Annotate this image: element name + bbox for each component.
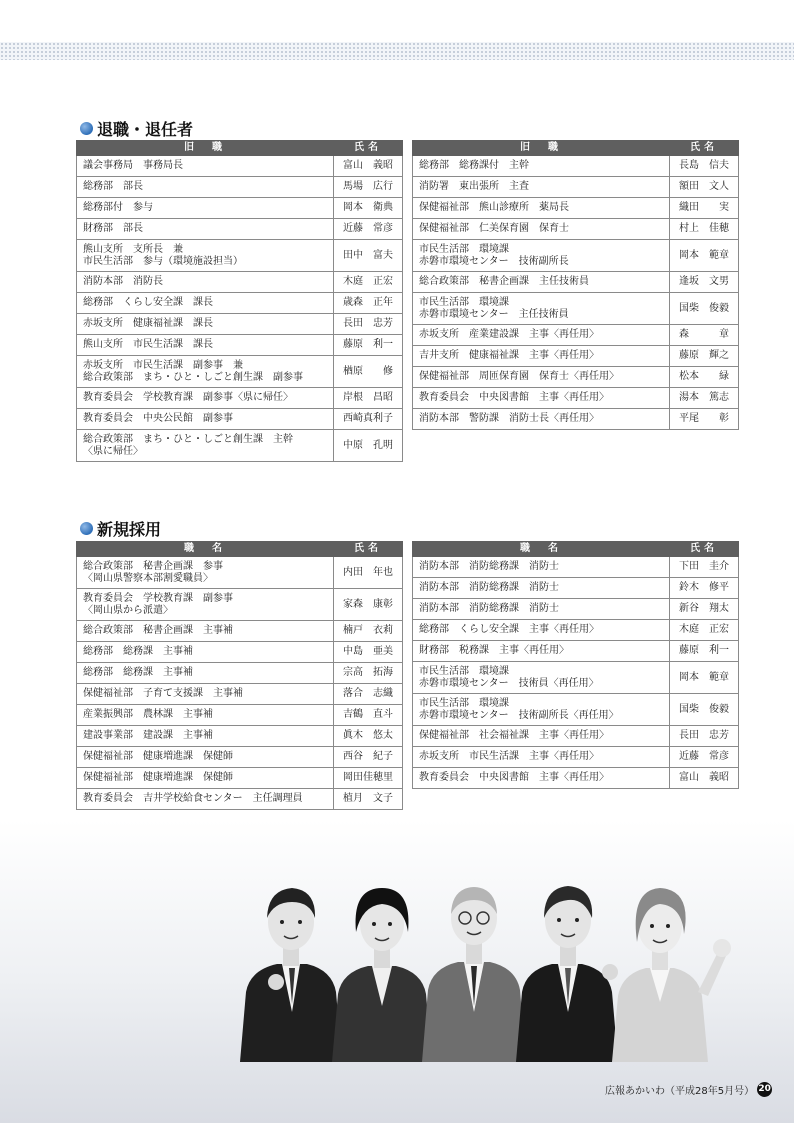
name-cell: 湯本 篤志 xyxy=(670,388,739,409)
table-row xyxy=(77,621,403,642)
name-cell: 植月 文子 xyxy=(334,789,403,810)
post-cell: 財務部 税務課 主事〈再任用〉 xyxy=(413,641,670,662)
table-row xyxy=(413,768,739,789)
name-cell: 長田 忠芳 xyxy=(670,726,739,747)
page-number: 20 xyxy=(757,1082,772,1097)
name-cell: 吉鶴 直斗 xyxy=(334,705,403,726)
name-cell: 富山 義昭 xyxy=(334,156,403,177)
table-row xyxy=(77,430,403,462)
name-cell: 家森 康彰 xyxy=(334,589,403,621)
name-cell: 長島 信夫 xyxy=(670,156,739,177)
table-row xyxy=(77,156,403,177)
name-cell: 近藤 常彦 xyxy=(334,219,403,240)
post-cell: 総務部付 参与 xyxy=(77,198,334,219)
post-cell: 総務部 総務課付 主幹 xyxy=(413,156,670,177)
name-cell: 岸根 昌昭 xyxy=(334,388,403,409)
table-row xyxy=(77,272,403,293)
name-cell: 楢原 修 xyxy=(334,356,403,388)
table-row xyxy=(77,789,403,810)
post-cell: 赤坂支所 市民生活課 副参事 兼 総合政策部 まち・ひと・しごと創生課 副参事 xyxy=(77,356,334,388)
column-header-name: 氏名 xyxy=(334,542,403,557)
table-row xyxy=(413,240,739,272)
post-cell: 教育委員会 吉井学校給食センター 主任調理員 xyxy=(77,789,334,810)
page-footer xyxy=(605,1082,772,1097)
hired-table-left xyxy=(76,541,403,810)
column-header-name: 氏名 xyxy=(670,141,739,156)
name-cell: 村上 佳穂 xyxy=(670,219,739,240)
post-cell: 総務部 総務課 主事補 xyxy=(77,663,334,684)
name-cell: 鈴木 修平 xyxy=(670,578,739,599)
post-cell: 市民生活部 環境課 赤磐市環境センター 主任技術員 xyxy=(413,293,670,325)
table-row xyxy=(413,198,739,219)
section-title-hired xyxy=(80,517,161,540)
name-cell: 木庭 正宏 xyxy=(334,272,403,293)
name-cell: 額田 文人 xyxy=(670,177,739,198)
name-cell: 織田 実 xyxy=(670,198,739,219)
post-cell: 市民生活部 環境課 赤磐市環境センター 技術副所長〈再任用〉 xyxy=(413,694,670,726)
post-cell: 消防本部 警防課 消防士長〈再任用〉 xyxy=(413,409,670,430)
post-cell: 建設事業部 建設課 主事補 xyxy=(77,726,334,747)
name-cell: 宗高 拓海 xyxy=(334,663,403,684)
post-cell: 保健福祉部 熊山診療所 薬局長 xyxy=(413,198,670,219)
post-cell: 市民生活部 環境課 赤磐市環境センター 技術副所長 xyxy=(413,240,670,272)
person-illustration xyxy=(516,886,618,1062)
post-cell: 保健福祉部 仁美保育園 保育士 xyxy=(413,219,670,240)
post-cell: 教育委員会 学校教育課 副参事 〈岡山県から派遣〉 xyxy=(77,589,334,621)
post-cell: 消防本部 消防総務課 消防士 xyxy=(413,599,670,620)
retired-table-left xyxy=(76,140,403,462)
table-row xyxy=(77,557,403,589)
name-cell: 下田 圭介 xyxy=(670,557,739,578)
table-row xyxy=(413,662,739,694)
name-cell: 眞木 悠太 xyxy=(334,726,403,747)
name-cell: 馬場 広行 xyxy=(334,177,403,198)
post-cell: 総務部 くらし安全課 課長 xyxy=(77,293,334,314)
table-row xyxy=(77,642,403,663)
column-header-name: 氏名 xyxy=(670,542,739,557)
table-row xyxy=(77,356,403,388)
post-cell: 総合政策部 秘書企画課 参事 〈岡山県警察本部割愛職員〉 xyxy=(77,557,334,589)
column-header-post: 職 名 xyxy=(77,542,334,557)
post-cell: 教育委員会 中央図書館 主事〈再任用〉 xyxy=(413,768,670,789)
table-row xyxy=(77,198,403,219)
post-cell: 総務部 くらし安全課 主事〈再任用〉 xyxy=(413,620,670,641)
post-cell: 教育委員会 中央公民館 副参事 xyxy=(77,409,334,430)
table-row xyxy=(77,293,403,314)
post-cell: 保健福祉部 健康増進課 保健師 xyxy=(77,747,334,768)
post-cell: 財務部 部長 xyxy=(77,219,334,240)
table-row xyxy=(413,747,739,768)
publication-name: 広報あかいわ（平成28年5月号） xyxy=(605,1086,755,1097)
post-cell: 消防本部 消防総務課 消防士 xyxy=(413,557,670,578)
name-cell: 楠戸 衣莉 xyxy=(334,621,403,642)
table-row xyxy=(77,684,403,705)
table-row xyxy=(413,219,739,240)
person-illustration xyxy=(612,888,731,1062)
post-cell: 総務部 部長 xyxy=(77,177,334,198)
table-row xyxy=(413,177,739,198)
name-cell: 岡本 衛典 xyxy=(334,198,403,219)
post-cell: 吉井支所 健康福祉課 主事〈再任用〉 xyxy=(413,346,670,367)
table-row xyxy=(413,293,739,325)
name-cell: 藤原 輝之 xyxy=(670,346,739,367)
name-cell: 中原 孔明 xyxy=(334,430,403,462)
table-row xyxy=(77,663,403,684)
table-row xyxy=(77,314,403,335)
person-illustration xyxy=(332,888,432,1062)
bullet-dot-icon xyxy=(80,122,93,135)
post-cell: 保健福祉部 社会福祉課 主事〈再任用〉 xyxy=(413,726,670,747)
post-cell: 産業振興部 農林課 主事補 xyxy=(77,705,334,726)
name-cell: 西谷 紀子 xyxy=(334,747,403,768)
bullet-dot-icon xyxy=(80,522,93,535)
post-cell: 保健福祉部 周匝保育園 保育士〈再任用〉 xyxy=(413,367,670,388)
table-row xyxy=(413,388,739,409)
post-cell: 熊山支所 支所長 兼 市民生活部 参与（環境施設担当） xyxy=(77,240,334,272)
column-header-post: 旧 職 xyxy=(413,141,670,156)
name-cell: 中島 亜美 xyxy=(334,642,403,663)
name-cell: 西崎真利子 xyxy=(334,409,403,430)
table-row xyxy=(77,726,403,747)
post-cell: 総合政策部 まち・ひと・しごと創生課 主幹 〈県に帰任〉 xyxy=(77,430,334,462)
name-cell: 長田 忠芳 xyxy=(334,314,403,335)
section-title-text: 新規採用 xyxy=(97,520,162,539)
table-row xyxy=(77,768,403,789)
post-cell: 消防本部 消防総務課 消防士 xyxy=(413,578,670,599)
table-row xyxy=(77,240,403,272)
post-cell: 赤坂支所 健康福祉課 課長 xyxy=(77,314,334,335)
table-row xyxy=(413,599,739,620)
name-cell: 岡田佳穂里 xyxy=(334,768,403,789)
name-cell: 藤原 利一 xyxy=(334,335,403,356)
table-row xyxy=(413,272,739,293)
name-cell: 近藤 常彦 xyxy=(670,747,739,768)
post-cell: 教育委員会 学校教育課 副参事〈県に帰任〉 xyxy=(77,388,334,409)
name-cell: 新谷 翔太 xyxy=(670,599,739,620)
post-cell: 保健福祉部 健康増進課 保健師 xyxy=(77,768,334,789)
post-cell: 教育委員会 中央図書館 主事〈再任用〉 xyxy=(413,388,670,409)
table-row xyxy=(413,409,739,430)
name-cell: 平尾 彰 xyxy=(670,409,739,430)
post-cell: 熊山支所 市民生活課 課長 xyxy=(77,335,334,356)
top-dotted-band xyxy=(0,42,794,60)
retired-table-right xyxy=(412,140,739,430)
table-row xyxy=(413,325,739,346)
post-cell: 赤坂支所 市民生活課 主事〈再任用〉 xyxy=(413,747,670,768)
table-row xyxy=(413,557,739,578)
person-illustration xyxy=(240,888,342,1062)
name-cell: 松本 緑 xyxy=(670,367,739,388)
table-row xyxy=(413,156,739,177)
hired-table-right xyxy=(412,541,739,789)
name-cell: 歳森 正年 xyxy=(334,293,403,314)
table-row xyxy=(413,620,739,641)
post-cell: 赤坂支所 産業建設課 主事〈再任用〉 xyxy=(413,325,670,346)
business-people-illustration xyxy=(232,872,752,1062)
name-cell: 内田 年也 xyxy=(334,557,403,589)
post-cell: 消防署 東出張所 主査 xyxy=(413,177,670,198)
table-row xyxy=(413,367,739,388)
name-cell: 岡本 範章 xyxy=(670,240,739,272)
name-cell: 国柴 俊毅 xyxy=(670,293,739,325)
post-cell: 総合政策部 秘書企画課 主事補 xyxy=(77,621,334,642)
table-row xyxy=(77,219,403,240)
name-cell: 森 章 xyxy=(670,325,739,346)
table-row xyxy=(413,641,739,662)
name-cell: 落合 志織 xyxy=(334,684,403,705)
post-cell: 保健福祉部 子育て支援課 主事補 xyxy=(77,684,334,705)
name-cell: 木庭 正宏 xyxy=(670,620,739,641)
table-row xyxy=(413,346,739,367)
section-title-retired xyxy=(80,117,193,140)
table-row xyxy=(413,694,739,726)
table-row xyxy=(413,578,739,599)
table-row xyxy=(77,705,403,726)
table-row xyxy=(413,726,739,747)
post-cell: 消防本部 消防長 xyxy=(77,272,334,293)
table-row xyxy=(77,177,403,198)
name-cell: 田中 富夫 xyxy=(334,240,403,272)
column-header-post: 旧 職 xyxy=(77,141,334,156)
name-cell: 国柴 俊毅 xyxy=(670,694,739,726)
post-cell: 総務部 総務課 主事補 xyxy=(77,642,334,663)
column-header-post: 職 名 xyxy=(413,542,670,557)
name-cell: 逢坂 文男 xyxy=(670,272,739,293)
name-cell: 岡本 範章 xyxy=(670,662,739,694)
table-row xyxy=(77,335,403,356)
name-cell: 富山 義昭 xyxy=(670,768,739,789)
name-cell: 藤原 利一 xyxy=(670,641,739,662)
person-illustration xyxy=(422,887,526,1062)
post-cell: 議会事務局 事務局長 xyxy=(77,156,334,177)
column-header-name: 氏名 xyxy=(334,141,403,156)
table-row xyxy=(77,747,403,768)
table-row xyxy=(77,589,403,621)
post-cell: 市民生活部 環境課 赤磐市環境センター 技術員〈再任用〉 xyxy=(413,662,670,694)
post-cell: 総合政策部 秘書企画課 主任技術員 xyxy=(413,272,670,293)
section-title-text: 退職・退任者 xyxy=(97,120,194,139)
table-row xyxy=(77,388,403,409)
table-row xyxy=(77,409,403,430)
